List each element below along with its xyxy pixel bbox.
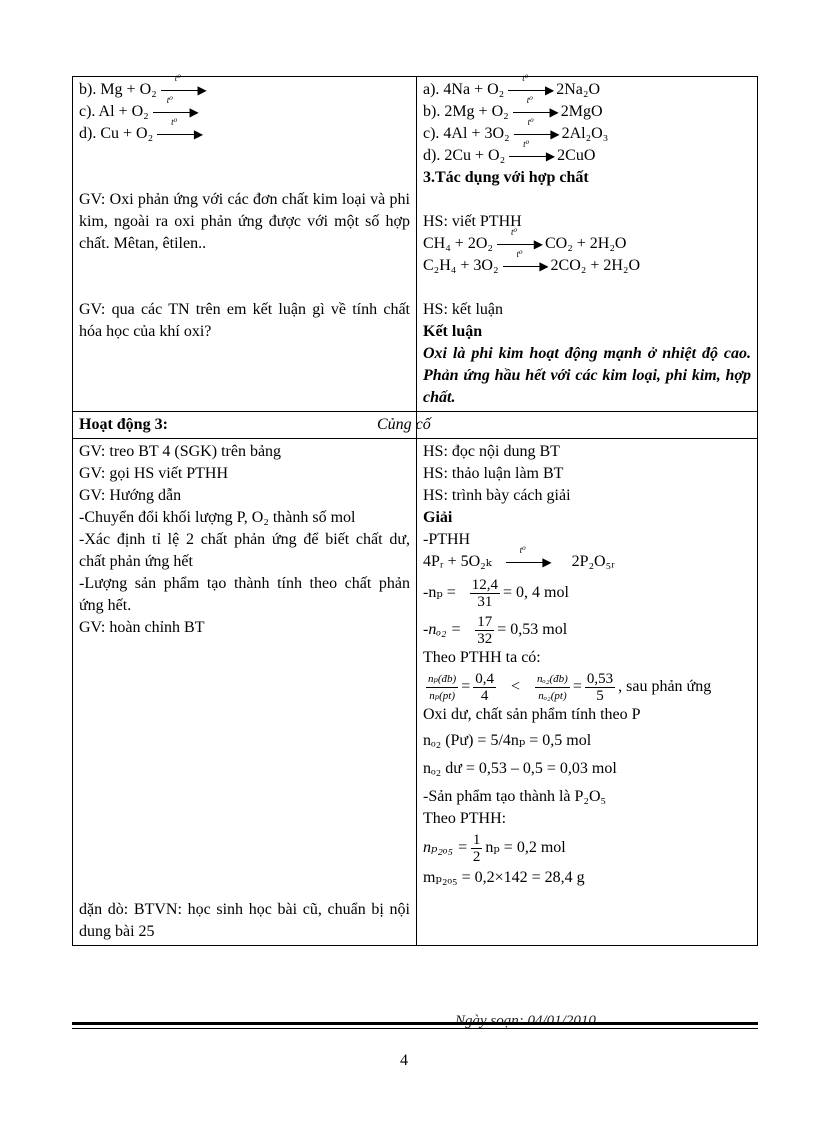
hs-step-3: HS: trình bày cách giải	[423, 487, 571, 504]
arrow-icon: t⁰ ▶	[497, 237, 541, 251]
al-answer: c). 4Al + 3O₂ t⁰ ▶ 2Al₂O₃	[423, 117, 609, 142]
excess-note: Oxi dư, chất sản phẩm tính theo P	[423, 706, 641, 723]
theo-pthh: Theo PTHH ta có:	[423, 649, 541, 666]
no2-calculation: -nₒ₂ = $\frac{17}{32}$ = 0,53 mol	[423, 614, 568, 647]
conclusion-text: Oxi là phi kim hoạt động mạnh ở nhiệt độ cao. Phản ứng hầu hết với các kim loại, phi kim, hợp chất.	[423, 345, 751, 406]
arrow-icon: t⁰ ▶	[508, 83, 552, 97]
exercise-row	[73, 439, 758, 946]
arrow-icon: t⁰ ▶	[503, 259, 547, 273]
no2-reacted: nₒ₂ (Pư) = 5/4nₚ = 0,5 mol	[423, 732, 592, 749]
gv-question-conclusion: GV: qua các TN trên em kết luận gì về tính chất hóa học của khí oxi?	[79, 301, 410, 340]
gv-step-1: GV: treo BT 4 (SGK) trên bảng	[79, 443, 282, 460]
gv-step-2: GV: gọi HS viết PTHH	[79, 465, 229, 482]
p-combustion-equation: 4Pᵣ + 5O₂ₖ t⁰ ▶ 2P₂O₅ᵣ	[423, 545, 615, 570]
theo-pthh-2: Theo PTHH:	[423, 810, 507, 827]
mg-equation: b). Mg + O₂ t⁰ ▶	[79, 73, 207, 98]
footer-divider-thin	[72, 1028, 758, 1029]
lesson-table	[72, 73, 758, 946]
gv-step-5: -Xác định tỉ lệ 2 chất phản ứng để biết chất dư, chất phản ứng hết	[79, 531, 410, 570]
gv-note-compounds: GV: Oxi phản ứng với các đơn chất kim loại và phi kim, ngoài ra oxi phản ứng được với một số hợp chất. Mêtan, êtilen..	[79, 191, 410, 252]
product-note: -Sản phẩm tạo thành là P₂O₅	[423, 788, 607, 805]
activity3-caption: Củng cố	[377, 416, 431, 433]
no2-excess: nₒ₂ dư = 0,53 – 0,5 = 0,03 mol	[423, 760, 617, 777]
cu-equation: d). Cu + O₂ t⁰ ▶	[79, 117, 204, 142]
na-equation: a). 4Na + O₂ t⁰ ▶ 2Na₂O	[423, 73, 601, 98]
np-calculation: -nₚ = $\frac{12,4}{31}$ = 0, 4 mol	[423, 577, 569, 610]
homework-note: dặn dò: BTVN: học sinh học bài cũ, chuẩn bị nội dung bài 25	[79, 901, 410, 940]
hs-step-1: HS: đọc nội dung BT	[423, 443, 560, 460]
arrow-icon: t⁰ ▶	[509, 149, 553, 163]
arrow-icon: t⁰ ▶	[506, 555, 550, 569]
activity3-caption-cell	[377, 412, 758, 439]
mass-calculation: mₚ₂ₒ₅ = 0,2×142 = 28,4 g	[423, 869, 585, 886]
hs-conclude: HS: kết luận	[423, 301, 503, 318]
activity3-title-cell	[73, 412, 417, 439]
conclusion-title: Kết luận	[423, 323, 483, 340]
prep-date: Ngày soạn: 04/01/2010	[455, 1013, 596, 1029]
student-column	[417, 73, 758, 412]
section-heading: 3.Tác dụng với hợp chất	[423, 169, 589, 186]
solution-title: Giải	[423, 509, 453, 526]
page-number: 4	[400, 1052, 408, 1069]
teacher-column	[73, 73, 417, 412]
teacher-exercise-column	[73, 439, 417, 946]
arrow-icon: t⁰ ▶	[161, 83, 205, 97]
al-equation: c). Al + O₂ t⁰ ▶	[79, 95, 199, 120]
mg-answer: b). 2Mg + O₂ t⁰ ▶ 2MgO	[423, 95, 603, 120]
gv-step-3: GV: Hướng dẫn	[79, 487, 182, 504]
gv-step-7: GV: hoàn chỉnh BT	[79, 619, 205, 636]
hs-step-2: HS: thảo luận làm BT	[423, 465, 564, 482]
gv-step-6: -Lượng sản phẩm tạo thành tính theo chất phản ứng hết.	[79, 575, 410, 614]
np2o5-calculation: nₚ₂ₒ₅ = $\frac{1}{2}$ nₚ = 0,2 mol	[423, 832, 566, 865]
arrow-icon: t⁰ ▶	[153, 105, 197, 119]
ratio-comparison: $\frac{\text{nₚ(đb)}}{\text{nₚ(pt)}}$ = $\frac{0,4}{4}$ < $\frac{\text{nₒ₂(đb)}}{\text{nₒ₂(pt)}}$ = $\frac{0,53}{5}$ , sau phản ứng	[428, 671, 712, 704]
footer-divider	[72, 1022, 758, 1025]
pthh-label: -PTHH	[423, 531, 471, 548]
student-exercise-column	[417, 439, 758, 946]
activity3-title: Hoạt động 3:	[79, 416, 168, 433]
cu-answer: d). 2Cu + O₂ t⁰ ▶ 2CuO	[423, 139, 596, 164]
c2h4-equation: C₂H₄ + 3O₂ t⁰ ▶ 2CO₂ + 2H₂O	[423, 249, 641, 274]
activity3-header-row	[73, 412, 758, 439]
hs-write-equations: HS: viết PTHH	[423, 213, 522, 230]
arrow-icon: t⁰ ▶	[514, 127, 558, 141]
gv-step-4: -Chuyển đổi khối lượng P, O₂ thành số mol	[79, 509, 356, 526]
reaction-row	[73, 77, 758, 412]
arrow-icon: t⁰ ▶	[513, 105, 557, 119]
ch4-equation: CH₄ + 2O₂ t⁰ ▶ CO₂ + 2H₂O	[423, 227, 627, 252]
arrow-icon: t⁰ ▶	[157, 127, 201, 141]
